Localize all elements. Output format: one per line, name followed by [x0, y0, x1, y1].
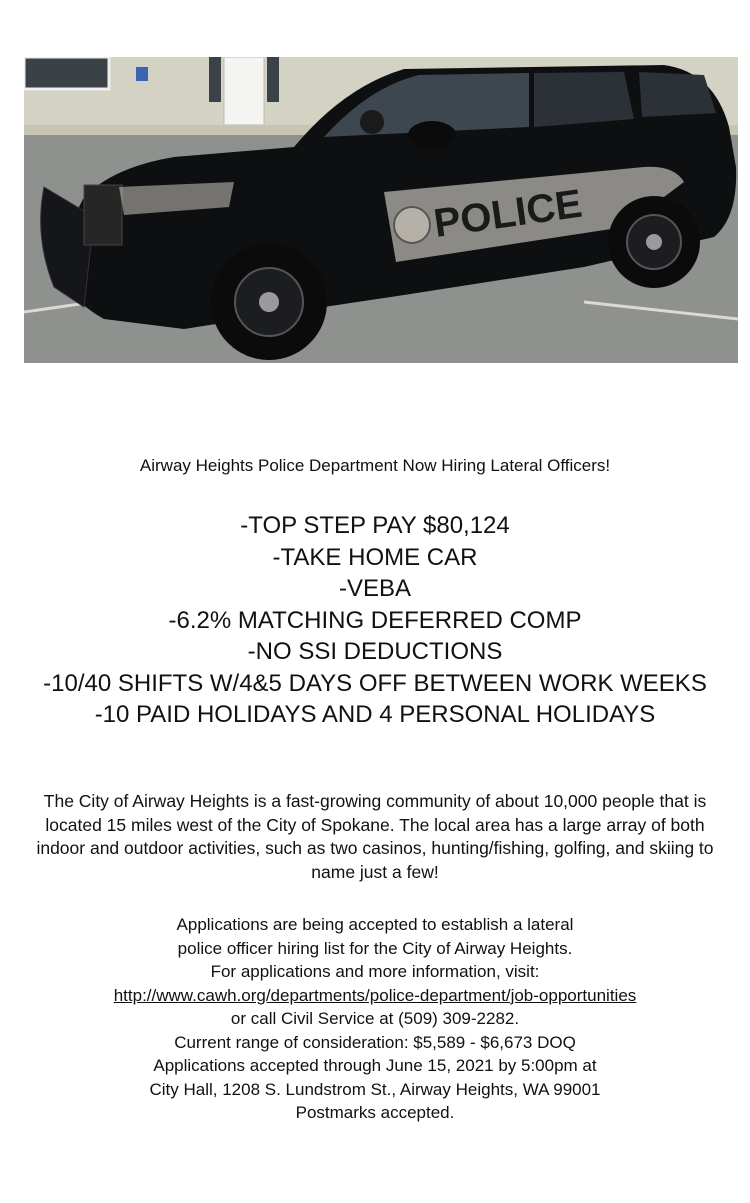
- city-badge-icon: [394, 207, 430, 243]
- side-window-right: [267, 57, 279, 102]
- rear-quarter-window: [639, 72, 716, 117]
- apply-line: For applications and more information, visit:: [210, 962, 540, 981]
- police-lettering: POLICE: [431, 181, 585, 246]
- apply-line: Postmarks accepted.: [295, 1103, 455, 1122]
- side-mirror: [408, 121, 456, 149]
- apply-line: City Hall, 1208 S. Lundstrom St., Airway Heights, WA 99001: [149, 1079, 601, 1099]
- apply-line: or call Civil Service at (509) 309-2282.: [230, 1009, 520, 1028]
- benefit-item: -VEBA: [338, 575, 412, 602]
- apply-line: Applications are being accepted to establish a lateral: [176, 915, 574, 934]
- headline: Airway Heights Police Department Now Hiring Lateral Officers!: [139, 456, 611, 475]
- apply-line: police officer hiring list for the City of Airway Heights.: [177, 938, 573, 958]
- benefit-item: -10/40 SHIFTS W/4&5 DAYS OFF BETWEEN WORK WEEKS: [43, 669, 707, 697]
- benefit-item: -TAKE HOME CAR: [272, 543, 478, 571]
- apply-line: Current range of consideration: $5,589 - $6,673 DOQ: [174, 1032, 576, 1052]
- rear-wheel: [608, 196, 700, 288]
- police-car-illustration: [24, 57, 738, 363]
- benefits-list: [0, 510, 750, 731]
- building-window: [24, 57, 109, 89]
- job-opportunities-link[interactable]: http://www.cawh.org/departments/police-department/job-opportunities: [113, 985, 637, 1005]
- benefit-item: -NO SSI DEDUCTIONS: [247, 638, 503, 665]
- front-wheel: [211, 244, 327, 360]
- police-car-photo: [24, 57, 738, 363]
- side-window-left: [209, 57, 221, 102]
- benefit-item: -TOP STEP PAY $80,124: [240, 512, 510, 539]
- application-info: [0, 913, 750, 1125]
- rear-door-window: [534, 72, 634, 127]
- grille: [84, 185, 122, 245]
- spotlight: [360, 110, 384, 134]
- building-door: [224, 57, 264, 125]
- benefit-item: -10 PAID HOLIDAYS AND 4 PERSONAL HOLIDAYS: [94, 701, 656, 728]
- benefit-item: -6.2% MATCHING DEFERRED COMP: [168, 606, 582, 634]
- accessibility-sign: [136, 67, 148, 81]
- apply-line: Applications accepted through June 15, 2021 by 5:00pm at: [153, 1056, 597, 1075]
- city-description: The City of Airway Heights is a fast-growing community of about 10,000 people that is located 15 miles west of the City of Spokane. The local area has a large array of both indoor and outdoor activities, such as two casinos, hunting/fishing, golfing, and skiing to name just a few!: [36, 791, 714, 882]
